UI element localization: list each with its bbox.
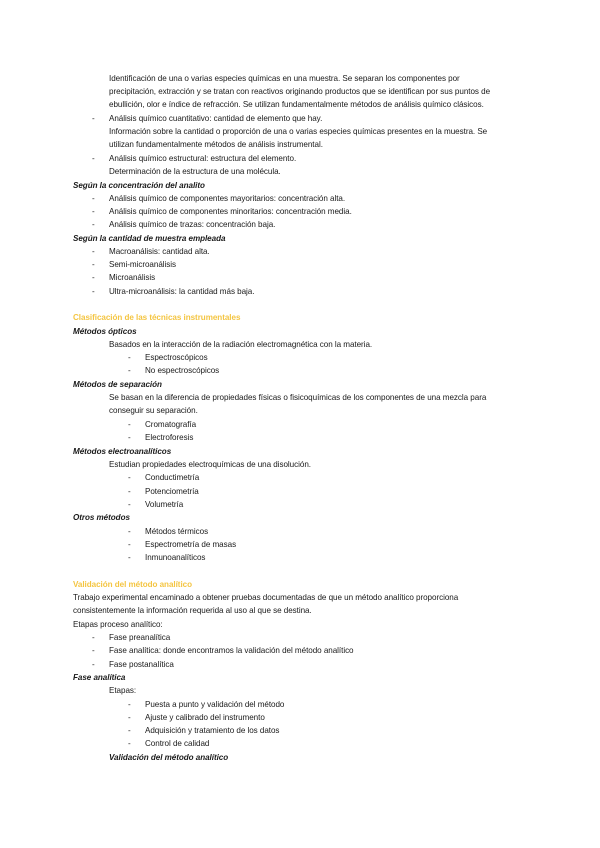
list-item: Análisis químico cuantitativo: cantidad de elemento que hay. [109, 114, 323, 123]
paragraph-line: Basados en la interacción de la radiación electromagnética con la materia. [109, 340, 373, 349]
list-item: Fase preanalítica [109, 633, 171, 642]
list-item: Análisis químico de componentes mayoritarios: concentración alta. [109, 194, 346, 203]
subheading-fase-analitica: Fase analítica [73, 673, 126, 682]
list-item: Espectroscópicos [145, 353, 208, 362]
list-item: Ajuste y calibrado del instrumento [145, 713, 265, 722]
paragraph-line: Identificación de una o varias especies químicas en una muestra. Se separan los componentes por [109, 74, 460, 83]
list-item: Análisis químico de trazas: concentración baja. [109, 220, 276, 229]
list-item: No espectroscópicos [145, 366, 220, 375]
list-dash: - [92, 260, 95, 269]
list-dash: - [92, 220, 95, 229]
list-dash: - [128, 726, 131, 735]
paragraph-line: precipitación, extracción y se tratan con reactivos originando productos que se identifican por sus puntos de [109, 87, 491, 96]
list-dash: - [92, 273, 95, 282]
list-item: Ultra-microanálisis: la cantidad más baja. [109, 287, 255, 296]
paragraph-line: Etapas: [109, 686, 137, 695]
paragraph-line: Se basan en la diferencia de propiedades físicas o fisicoquímicas de los componentes de una mezcla para [109, 393, 487, 402]
subheading-separacion: Métodos de separación [73, 380, 162, 389]
list-dash: - [128, 433, 131, 442]
paragraph-line: Información sobre la cantidad o proporción de una o varias especies químicas presentes en la muestra. Se [109, 127, 488, 136]
list-item: Semi-microanálisis [109, 260, 177, 269]
list-dash: - [92, 154, 95, 163]
subheading-electroanaliticos: Métodos electroanalíticos [73, 447, 172, 456]
subheading-validacion-metodo: Validación del método analítico [109, 753, 229, 762]
paragraph-line: consistentemente la información requerida al uso al que se destina. [73, 606, 312, 615]
list-item: Cromatografía [145, 420, 197, 429]
list-dash: - [128, 739, 131, 748]
list-item: Potenciometría [145, 487, 199, 496]
list-dash: - [128, 420, 131, 429]
list-item: Análisis químico de componentes minoritarios: concentración media. [109, 207, 352, 216]
list-item: Adquisición y tratamiento de los datos [145, 726, 280, 735]
subheading-otros: Otros métodos [73, 513, 130, 522]
subheading-cantidad: Según la cantidad de muestra empleada [73, 234, 226, 243]
list-dash: - [92, 646, 95, 655]
list-item: Electroforesis [145, 433, 194, 442]
list-item: Métodos térmicos [145, 527, 209, 536]
list-dash: - [128, 700, 131, 709]
list-dash: - [128, 487, 131, 496]
list-dash: - [92, 207, 95, 216]
section-title-clasificacion: Clasificación de las técnicas instrumentales [73, 313, 241, 322]
paragraph-line: conseguir su separación. [109, 406, 198, 415]
list-item: Control de calidad [145, 739, 210, 748]
list-item: Puesta a punto y validación del método [145, 700, 285, 709]
list-item: Conductimetría [145, 473, 200, 482]
list-dash: - [92, 247, 95, 256]
list-item: Análisis químico estructural: estructura del elemento. [109, 154, 297, 163]
paragraph-line: Trabajo experimental encaminado a obtener pruebas documentadas de que un método analítico proporciona [73, 593, 459, 602]
paragraph-line: utilizan fundamentalmente métodos de análisis instrumental. [109, 140, 323, 149]
list-dash: - [92, 633, 95, 642]
list-dash: - [128, 553, 131, 562]
list-dash: - [128, 527, 131, 536]
list-item: Fase analítica: donde encontramos la validación del método analítico [109, 646, 354, 655]
list-dash: - [92, 660, 95, 669]
list-dash: - [128, 473, 131, 482]
list-dash: - [128, 713, 131, 722]
subheading-opticos: Métodos ópticos [73, 327, 137, 336]
subheading-concentracion: Según la concentración del analito [73, 181, 205, 190]
list-item: Volumetría [145, 500, 184, 509]
list-dash: - [92, 114, 95, 123]
list-item: Microanálisis [109, 273, 156, 282]
list-item: Macroanálisis: cantidad alta. [109, 247, 210, 256]
list-item: Inmunoanalíticos [145, 553, 206, 562]
list-dash: - [92, 194, 95, 203]
list-dash: - [128, 353, 131, 362]
section-title-validacion: Validación del método analítico [73, 580, 192, 589]
paragraph-line: ebullición, olor e índice de refracción. Se utilizan fundamentalmente métodos de análisis químico clásicos. [109, 100, 484, 109]
paragraph-line: Etapas proceso analítico: [73, 620, 163, 629]
paragraph-line: Estudian propiedades electroquímicas de una disolución. [109, 460, 311, 469]
paragraph-line: Determinación de la estructura de una molécula. [109, 167, 281, 176]
list-dash: - [128, 540, 131, 549]
list-dash: - [128, 366, 131, 375]
list-item: Fase postanalítica [109, 660, 174, 669]
list-dash: - [128, 500, 131, 509]
list-item: Espectrometría de masas [145, 540, 237, 549]
list-dash: - [92, 287, 95, 296]
